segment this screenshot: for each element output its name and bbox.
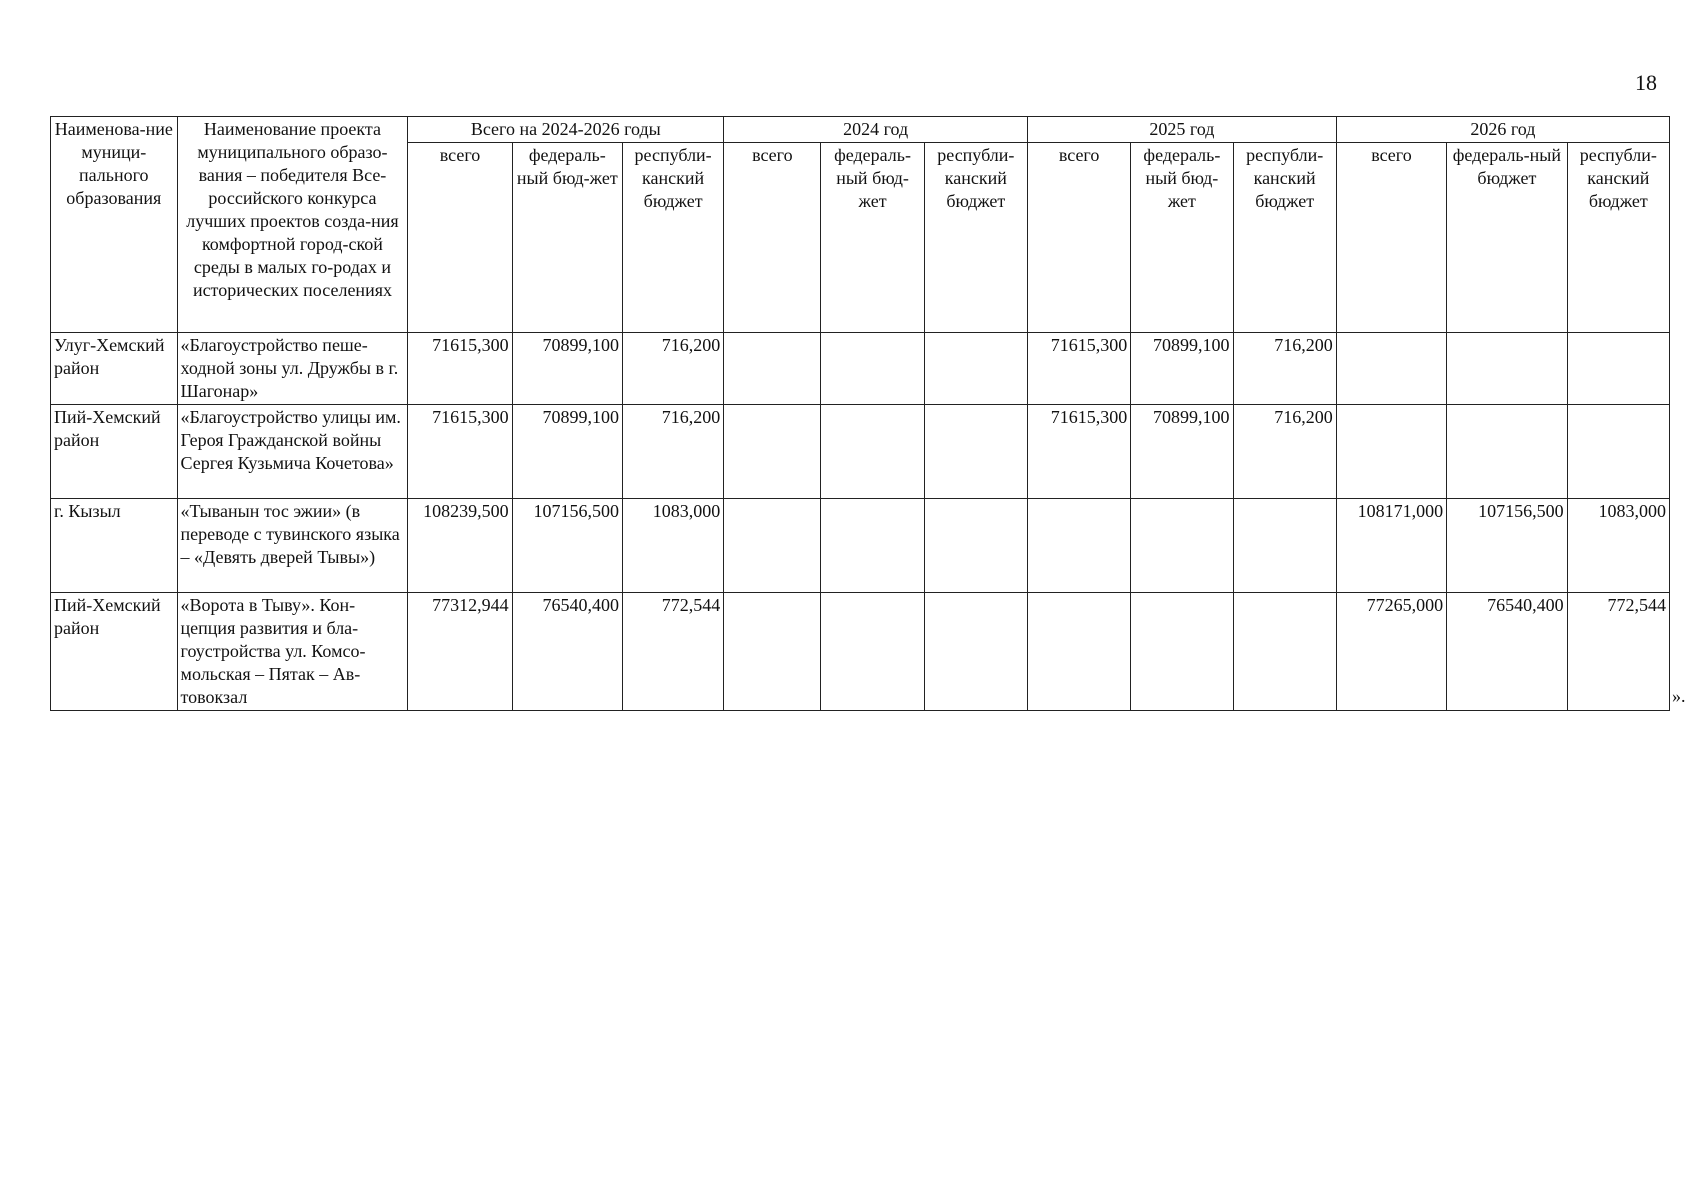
y2026-all-cell: 77265,000 bbox=[1336, 593, 1446, 711]
header-total-all: всего bbox=[408, 143, 512, 333]
total-all-cell: 71615,300 bbox=[408, 405, 512, 499]
municipality-cell: Пий-Хемский район bbox=[51, 593, 178, 711]
y2025-republic-cell bbox=[1233, 593, 1336, 711]
y2026-federal-cell: 76540,400 bbox=[1447, 593, 1567, 711]
header-group-2025: 2025 год bbox=[1027, 117, 1336, 143]
table-row bbox=[51, 499, 1670, 593]
closing-quote-mark: ». bbox=[1672, 686, 1686, 706]
header-2024-federal: федераль-ный бюд-жет bbox=[821, 143, 924, 333]
y2025-all-cell bbox=[1027, 593, 1130, 711]
header-group-2024: 2024 год bbox=[724, 117, 1028, 143]
y2026-federal-cell bbox=[1447, 405, 1567, 499]
y2024-republic-cell bbox=[924, 333, 1027, 405]
header-total-republic: республи-канский бюджет bbox=[622, 143, 723, 333]
y2024-all-cell bbox=[724, 593, 821, 711]
header-2026-federal: федераль-ный бюджет bbox=[1447, 143, 1567, 333]
y2024-all-cell bbox=[724, 333, 821, 405]
y2025-all-cell: 71615,300 bbox=[1027, 333, 1130, 405]
total-all-cell: 108239,500 bbox=[408, 499, 512, 593]
y2024-all-cell bbox=[724, 405, 821, 499]
header-group-2026: 2026 год bbox=[1336, 117, 1669, 143]
y2024-republic-cell bbox=[924, 499, 1027, 593]
y2025-republic-cell: 716,200 bbox=[1233, 333, 1336, 405]
y2024-all-cell bbox=[724, 499, 821, 593]
total-republic-cell: 1083,000 bbox=[622, 499, 723, 593]
project-cell: «Тыванын тос эжии» (в переводе с тувинского языка – «Девять дверей Тывы») bbox=[177, 499, 408, 593]
total-all-cell: 71615,300 bbox=[408, 333, 512, 405]
y2025-republic-cell: 716,200 bbox=[1233, 405, 1336, 499]
y2026-federal-cell: 107156,500 bbox=[1447, 499, 1567, 593]
y2024-federal-cell bbox=[821, 333, 924, 405]
header-2024-republic: республи-канский бюджет bbox=[924, 143, 1027, 333]
total-federal-cell: 76540,400 bbox=[512, 593, 622, 711]
municipality-cell: Пий-Хемский район bbox=[51, 405, 178, 499]
municipality-cell: г. Кызыл bbox=[51, 499, 178, 593]
header-total-federal: федераль-ный бюд-жет bbox=[512, 143, 622, 333]
total-federal-cell: 107156,500 bbox=[512, 499, 622, 593]
y2025-federal-cell bbox=[1131, 499, 1233, 593]
y2025-federal-cell: 70899,100 bbox=[1131, 405, 1233, 499]
table-row bbox=[51, 405, 1670, 499]
header-row-groups bbox=[51, 117, 1670, 143]
y2026-republic-cell: 772,544 bbox=[1567, 593, 1669, 711]
table-row bbox=[51, 333, 1670, 405]
table-row bbox=[51, 593, 1670, 711]
y2026-all-cell bbox=[1336, 405, 1446, 499]
budget-table bbox=[50, 116, 1670, 711]
header-2025-all: всего bbox=[1027, 143, 1130, 333]
municipality-cell: Улуг-Хемский район bbox=[51, 333, 178, 405]
project-cell: «Благоустройство пеше-ходной зоны ул. Дружбы в г. Шагонар» bbox=[177, 333, 408, 405]
header-group-total: Всего на 2024-2026 годы bbox=[408, 117, 724, 143]
project-cell: «Ворота в Тыву». Кон-цепция развития и бла-гоустройства ул. Комсо-мольская – Пятак – Ав-товокзал bbox=[177, 593, 408, 711]
y2026-republic-cell bbox=[1567, 333, 1669, 405]
y2025-federal-cell bbox=[1131, 593, 1233, 711]
header-2025-federal: федераль-ный бюд-жет bbox=[1131, 143, 1233, 333]
header-project: Наименование проекта муниципального образо-вания – победителя Все-российского конкурса лучших проектов созда-ния комфортной город-ской среды в малых го-родах и исторических поселениях bbox=[177, 117, 408, 333]
total-republic-cell: 772,544 bbox=[622, 593, 723, 711]
y2026-all-cell: 108171,000 bbox=[1336, 499, 1446, 593]
y2026-all-cell bbox=[1336, 333, 1446, 405]
page-number: 18 bbox=[1635, 70, 1657, 95]
total-republic-cell: 716,200 bbox=[622, 333, 723, 405]
header-2024-all: всего bbox=[724, 143, 821, 333]
y2026-republic-cell bbox=[1567, 405, 1669, 499]
y2024-federal-cell bbox=[821, 593, 924, 711]
y2024-republic-cell bbox=[924, 405, 1027, 499]
y2024-federal-cell bbox=[821, 405, 924, 499]
total-all-cell: 77312,944 bbox=[408, 593, 512, 711]
header-2025-republic: республи-канский бюджет bbox=[1233, 143, 1336, 333]
header-municipality: Наименова-ние муници-пального образования bbox=[51, 117, 178, 333]
y2026-republic-cell: 1083,000 bbox=[1567, 499, 1669, 593]
y2025-federal-cell: 70899,100 bbox=[1131, 333, 1233, 405]
y2026-federal-cell bbox=[1447, 333, 1567, 405]
y2025-all-cell bbox=[1027, 499, 1130, 593]
total-federal-cell: 70899,100 bbox=[512, 333, 622, 405]
total-federal-cell: 70899,100 bbox=[512, 405, 622, 499]
y2024-federal-cell bbox=[821, 499, 924, 593]
y2024-republic-cell bbox=[924, 593, 1027, 711]
header-2026-republic: республи-канский бюджет bbox=[1567, 143, 1669, 333]
total-republic-cell: 716,200 bbox=[622, 405, 723, 499]
header-2026-all: всего bbox=[1336, 143, 1446, 333]
y2025-republic-cell bbox=[1233, 499, 1336, 593]
y2025-all-cell: 71615,300 bbox=[1027, 405, 1130, 499]
project-cell: «Благоустройство улицы им. Героя Гражданской войны Сергея Кузьмича Кочетова» bbox=[177, 405, 408, 499]
